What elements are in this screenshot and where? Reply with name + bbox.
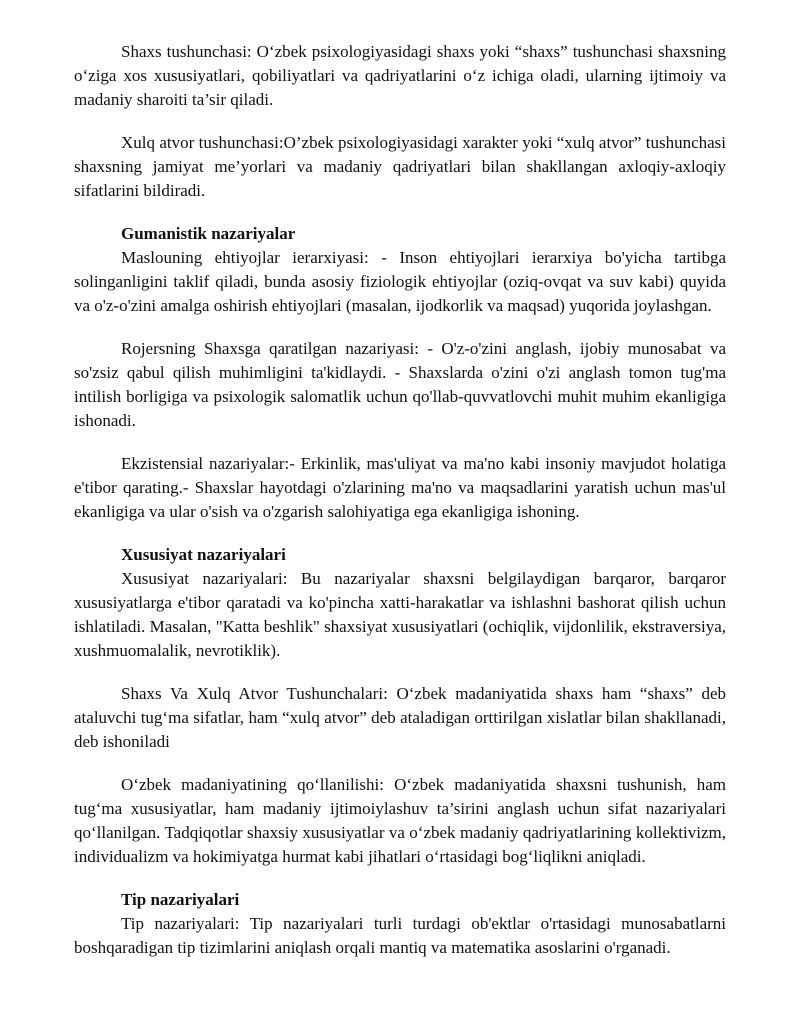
heading-xususiyat-nazariyalari: Xususiyat nazariyalari — [121, 545, 286, 564]
paragraph-maslou: Maslouning ehtiyojlar ierarxiyasi: - Inson ehtiyojlari ierarxiya bo'yicha tartibga solinganligini taklif qiladi, bunda asosiy fiziologik ehtiyojlar (oziq-ovqat va suv kabi) quyida va o'z-o'zini amalga oshirish ehtiyojlari (masalan, ijodkorlik va maqsad) yuqorida joylashgan. — [74, 248, 726, 315]
paragraph-rojers: Rojersning Shaxsga qaratilgan nazariyasi: - O'z-o'zini anglash, ijobiy munosabat va so'zsiz qabul qilish muhimligini ta'kidlaydi. - Shaxslarda o'zini o'zi anglash tomon tug'ma intilish borligiga va psixologik salomatlik uchun qo'llab-quvvatlovchi muhit muhim ekanligiga ishonadi. — [74, 339, 726, 430]
paragraph-xulq-atvor-tushunchasi: Xulq atvor tushunchasi:O’zbek psixologiyasidagi xarakter yoki “xulq atvor” tushunchasi shaxsning jamiyat me’yorlari va madaniy qadriyatlari bilan shakllangan axloqiy-axloqiy sifatlarini bildiradi. — [74, 133, 726, 200]
document-page — [74, 40, 726, 960]
paragraph-tip: Tip nazariyalari: Tip nazariyalari turli turdagi ob'ektlar o'rtasidagi munosabatlarni boshqaradigan tip tizimlarini aniqlash orqali mantiq va matematika asoslarini o'rganadi. — [74, 914, 726, 957]
paragraph-ozbek-madaniyati: O‘zbek madaniyatining qo‘llanilishi: O‘zbek madaniyatida shaxsni tushunish, ham tug‘ma xususiyatlar, ham madaniy ijtimoiylashuv ta’sirini anglash uchun sifat nazariyalari qo‘llanilgan. Tadqiqotlar shaxsiy xususiyatlar va o‘zbek madaniy qadriyatlarining kollektivizm, individualizm va hokimiyatga hurmat kabi jihatlari o‘rtasidagi bog‘liqlikni aniqladi. — [74, 775, 726, 866]
paragraph-xususiyat: Xususiyat nazariyalari: Bu nazariyalar shaxsni belgilaydigan barqaror, barqaror xususiyatlarga e'tibor qaratadi va ko'pincha xatti-harakatlar va ishlashni bashorat qilish uchun ishlatiladi. Masalan, "Katta beshlik" shaxsiyat xususiyatlari (ochiqlik, vijdonlilik, ekstraversiya, xushmuomalalik, nevrotiklik). — [74, 569, 726, 660]
paragraph-shaxs-va-xulq-atvor: Shaxs Va Xulq Atvor Tushunchalari: O‘zbek madaniyatida shaxs ham “shaxs” deb ataluvchi tug‘ma sifatlar, ham “xulq atvor” deb ataladigan orttirilgan xislatlar bilan shakllanadi, deb ishoniladi — [74, 684, 726, 751]
heading-tip-nazariyalari: Tip nazariyalari — [121, 890, 240, 909]
paragraph-ekzistensial: Ekzistensial nazariyalar:- Erkinlik, mas'uliyat va ma'no kabi insoniy mavjudot holatiga e'tibor qarating.- Shaxslar hayotdagi o'zlarining ma'no va maqsadlarini yaratish uchun mas'ul ekanligiga va ular o'sish va o'zgarish salohiyatiga ega ekanligiga ishoning. — [74, 454, 726, 521]
heading-gumanistik-nazariyalar: Gumanistik nazariyalar — [121, 224, 296, 243]
paragraph-shaxs-tushunchasi: Shaxs tushunchasi: O‘zbek psixologiyasidagi shaxs yoki “shaxs” tushunchasi shaxsning o‘ziga xos xususiyatlari, qobiliyatlari va qadriyatlarini o‘z ichiga oladi, ularning ijtimoiy va madaniy sharoiti ta’sir qiladi. — [74, 42, 726, 109]
